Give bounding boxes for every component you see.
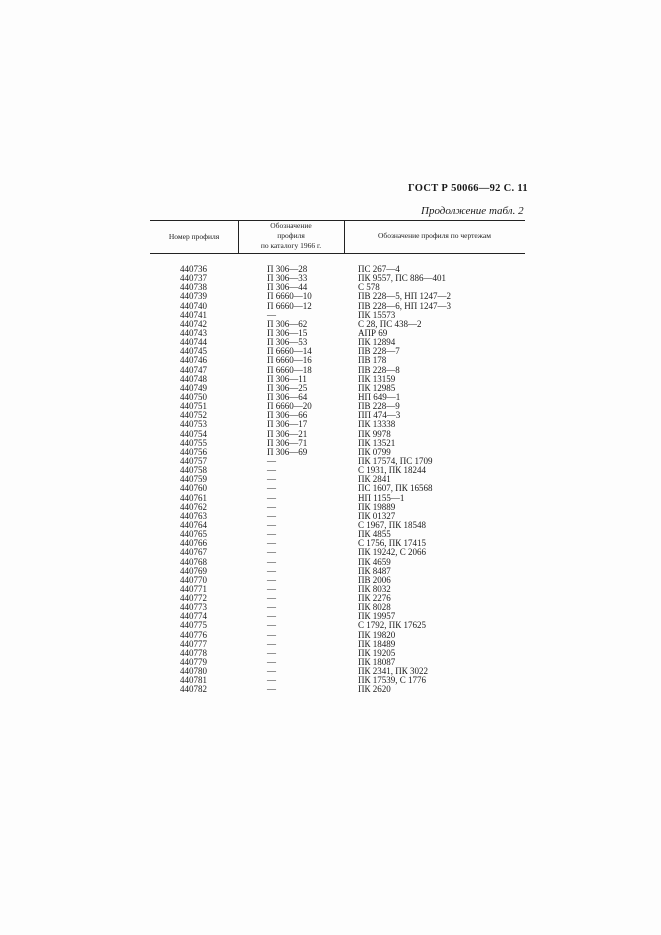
- catalog-designation-cell: —: [267, 455, 276, 466]
- drawing-designation-cell: ПВ 228—6, НП 1247—3: [358, 300, 452, 311]
- catalog-designation-cell: П 306—17: [267, 419, 308, 430]
- profile-number-cell: 440749: [180, 382, 207, 393]
- drawing-designation-cell: С 28, ПС 438—2: [358, 318, 422, 329]
- profile-number-cell: 440765: [180, 529, 207, 540]
- catalog-designation-cell: П 6660—16: [267, 355, 312, 366]
- column-header-drawing: Обозначение профиля по чертежам: [377, 231, 492, 240]
- drawing-designation-cell: ПК 8487: [358, 565, 391, 576]
- catalog-designation-cell: П 306—15: [267, 327, 308, 338]
- drawing-designation-cell: ПК 13521: [358, 437, 396, 448]
- drawing-designation-cell: ПК 12985: [358, 382, 396, 393]
- drawing-designation-cell: ПС 267—4: [358, 264, 400, 274]
- drawing-designation-cell: ПК 2620: [358, 684, 391, 695]
- drawing-designation-cell: ПК 13159: [358, 373, 396, 384]
- catalog-designation-cell: —: [267, 465, 276, 476]
- catalog-designation-cell: П 6660—18: [267, 364, 312, 375]
- drawing-designation-cell: ПС 1607, ПК 16568: [358, 483, 433, 494]
- profile-number-cell: 440750: [180, 391, 207, 402]
- profile-number-cell: 440756: [180, 446, 207, 457]
- column-header-designation-line: Обозначение: [270, 221, 312, 230]
- profile-number-cell: 440748: [180, 373, 207, 384]
- profile-number-cell: 440743: [180, 327, 207, 338]
- catalog-designation-cell: —: [267, 593, 276, 604]
- drawing-designation-cell: ПК 4855: [358, 529, 391, 540]
- profile-number-cell: 440737: [180, 273, 207, 284]
- catalog-designation-cell: —: [267, 620, 276, 631]
- catalog-designation-cell: П 306—64: [267, 391, 308, 402]
- drawing-designation-cell: ПК 8032: [358, 583, 391, 594]
- drawing-designation-cell: ПК 18087: [358, 657, 396, 668]
- drawing-designation-cell: ПВ 228—5, НП 1247—2: [358, 291, 452, 302]
- profile-number-cell: 440766: [180, 538, 207, 549]
- drawing-designation-cell: ПК 15573: [358, 309, 396, 320]
- drawing-designation-cell: ПК 12894: [358, 337, 396, 348]
- drawing-designation-cell: ПК 13338: [358, 419, 396, 430]
- drawing-designation-cell: ПК 8028: [358, 602, 391, 613]
- profile-number-cell: 440739: [180, 291, 207, 302]
- catalog-designation-cell: —: [267, 647, 276, 658]
- profile-number-cell: 440751: [180, 401, 207, 412]
- profile-number-cell: 440775: [180, 620, 207, 631]
- drawing-designation-cell: ПК 2341, ПК 3022: [358, 666, 429, 677]
- profile-number-cell: 440769: [180, 565, 207, 576]
- catalog-designation-cell: П 306—62: [267, 318, 308, 329]
- drawing-designation-cell: ПК 18489: [358, 638, 396, 649]
- catalog-designation-cell: П 306—25: [267, 382, 308, 393]
- profile-number-cell: 440758: [180, 465, 207, 476]
- drawing-designation-cell: ПВ 228—8: [358, 364, 400, 375]
- table-header-rule: [150, 253, 525, 254]
- profile-number-cell: 440763: [180, 510, 207, 521]
- profile-number-cell: 440768: [180, 556, 207, 567]
- catalog-designation-cell: П 6660—14: [267, 346, 312, 357]
- drawing-designation-cell: ПК 17574, ПС 1709: [358, 455, 433, 466]
- drawing-designation-cell: ПП 474—3: [358, 410, 401, 421]
- drawing-designation-cell: ПК 17539, С 1776: [358, 675, 427, 686]
- catalog-designation-cell: —: [267, 501, 276, 512]
- catalog-designation-cell: П 306—33: [267, 273, 308, 284]
- profile-number-cell: 440736: [180, 264, 207, 274]
- catalog-designation-cell: —: [267, 611, 276, 622]
- drawing-designation-cell: С 1792, ПК 17625: [358, 620, 427, 631]
- profile-number-cell: 440740: [180, 300, 207, 311]
- drawing-designation-cell: НП 1155—1: [358, 492, 405, 503]
- catalog-designation-cell: —: [267, 574, 276, 585]
- profile-number-cell: 440760: [180, 483, 207, 494]
- drawing-designation-cell: ПВ 228—7: [358, 346, 400, 357]
- catalog-designation-cell: П 6660—10: [267, 291, 312, 302]
- drawing-designation-cell: ПК 19889: [358, 501, 396, 512]
- profile-number-cell: 440747: [180, 364, 207, 375]
- catalog-designation-cell: П 306—44: [267, 282, 308, 293]
- profile-number-cell: 440780: [180, 666, 207, 677]
- profile-number-cell: 440761: [180, 492, 207, 503]
- catalog-designation-cell: —: [267, 483, 276, 494]
- catalog-designation-cell: —: [267, 556, 276, 567]
- catalog-designation-cell: —: [267, 666, 276, 677]
- column-header-designation: [238, 221, 344, 251]
- profile-number-cell: 440762: [180, 501, 207, 512]
- profile-number-cell: 440745: [180, 346, 207, 357]
- profile-number-cell: 440752: [180, 410, 207, 421]
- profile-number-cell: 440776: [180, 629, 207, 640]
- drawing-designation-cell: С 1931, ПК 18244: [358, 465, 427, 476]
- catalog-designation-cell: П 306—11: [267, 373, 307, 384]
- profile-number-cell: 440738: [180, 282, 207, 293]
- drawing-designation-cell: ПК 4659: [358, 556, 391, 567]
- catalog-designation-cell: П 6660—12: [267, 300, 312, 311]
- column-header-designation-line: по каталогу 1966 г.: [260, 241, 322, 250]
- drawing-designation-cell: ПК 2841: [358, 474, 391, 485]
- catalog-designation-cell: П 306—53: [267, 337, 308, 348]
- profile-number-cell: 440741: [180, 309, 207, 320]
- catalog-designation-cell: —: [267, 629, 276, 640]
- table-row: [150, 685, 525, 694]
- drawing-designation-cell: ПК 19205: [358, 647, 396, 658]
- catalog-designation-cell: —: [267, 583, 276, 594]
- catalog-designation-cell: —: [267, 657, 276, 668]
- catalog-designation-cell: —: [267, 474, 276, 485]
- page-header: ГОСТ Р 50066—92 С. 11: [408, 183, 528, 194]
- catalog-designation-cell: —: [267, 675, 276, 686]
- catalog-designation-cell: —: [267, 684, 276, 695]
- drawing-designation-cell: ПВ 228—9: [358, 401, 400, 412]
- drawing-designation-cell: НП 649—1: [358, 391, 401, 402]
- catalog-designation-cell: —: [267, 538, 276, 549]
- profile-number-cell: 440777: [180, 638, 207, 649]
- drawing-designation-cell: С 578: [358, 282, 380, 293]
- table-continuation-caption: Продолжение табл. 2: [421, 205, 524, 217]
- catalog-designation-cell: —: [267, 492, 276, 503]
- profile-number-cell: 440764: [180, 519, 207, 530]
- drawing-designation-cell: ПК 19957: [358, 611, 396, 622]
- drawing-designation-cell: ПК 0799: [358, 446, 391, 457]
- drawing-designation-cell: ПК 19820: [358, 629, 396, 640]
- profile-number-cell: 440746: [180, 355, 207, 366]
- profile-number-cell: 440782: [180, 684, 207, 695]
- profile-number-cell: 440779: [180, 657, 207, 668]
- catalog-designation-cell: —: [267, 510, 276, 521]
- profile-number-cell: 440767: [180, 547, 207, 558]
- catalog-designation-cell: —: [267, 638, 276, 649]
- catalog-designation-cell: П 306—69: [267, 446, 308, 457]
- catalog-designation-cell: —: [267, 547, 276, 558]
- profile-number-cell: 440759: [180, 474, 207, 485]
- profile-number-cell: 440772: [180, 593, 207, 604]
- catalog-designation-cell: —: [267, 602, 276, 613]
- drawing-designation-cell: ПВ 178: [358, 355, 387, 366]
- drawing-designation-cell: ПК 9557, ПС 886—401: [358, 273, 447, 284]
- catalog-designation-cell: П 306—71: [267, 437, 308, 448]
- profile-number-cell: 440773: [180, 602, 207, 613]
- drawing-designation-cell: ПВ 2006: [358, 574, 391, 585]
- drawing-designation-cell: АПР 69: [358, 327, 388, 338]
- drawing-designation-cell: ПК 19242, С 2066: [358, 547, 427, 558]
- catalog-designation-cell: —: [267, 309, 276, 320]
- catalog-designation-cell: —: [267, 565, 276, 576]
- drawing-designation-cell: ПК 9978: [358, 428, 391, 439]
- profile-number-cell: 440770: [180, 574, 207, 585]
- drawing-designation-cell: ПК 01327: [358, 510, 396, 521]
- profile-number-cell: 440757: [180, 455, 207, 466]
- catalog-designation-cell: —: [267, 529, 276, 540]
- profile-number-cell: 440755: [180, 437, 207, 448]
- drawing-designation-cell: С 1756, ПК 17415: [358, 538, 427, 549]
- profile-number-cell: 440744: [180, 337, 207, 348]
- drawing-designation-cell: С 1967, ПК 18548: [358, 519, 427, 530]
- catalog-designation-cell: П 306—21: [267, 428, 308, 439]
- table-body: [150, 265, 525, 695]
- profile-number-cell: 440754: [180, 428, 207, 439]
- drawing-designation-cell: ПК 2276: [358, 593, 391, 604]
- profile-number-cell: 440778: [180, 647, 207, 658]
- profile-number-cell: 440742: [180, 318, 207, 329]
- catalog-designation-cell: —: [267, 519, 276, 530]
- catalog-designation-cell: П 6660—20: [267, 401, 312, 412]
- profile-number-cell: 440753: [180, 419, 207, 430]
- profile-number-cell: 440781: [180, 675, 207, 686]
- profile-number-cell: 440774: [180, 611, 207, 622]
- column-header-designation-line: профиля: [277, 231, 305, 240]
- catalog-designation-cell: П 306—66: [267, 410, 308, 421]
- profile-number-cell: 440771: [180, 583, 207, 594]
- catalog-designation-cell: П 306—28: [267, 264, 308, 274]
- column-header-number: Номер профиля: [168, 232, 220, 241]
